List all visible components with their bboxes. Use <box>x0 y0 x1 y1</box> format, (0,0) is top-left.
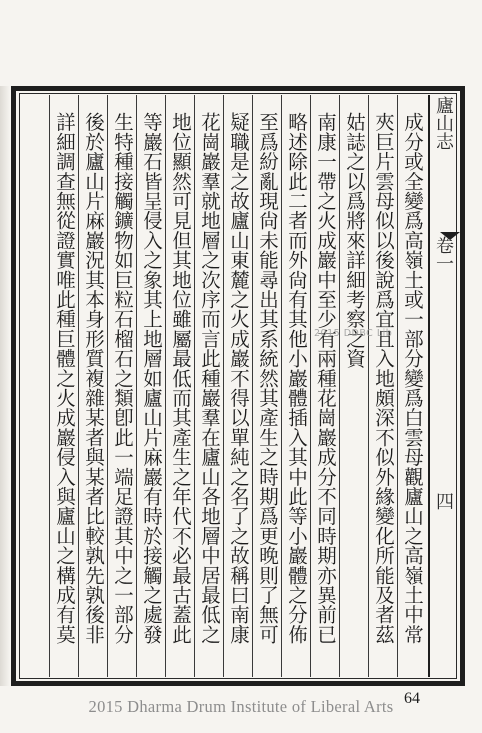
page-edge-shadow <box>0 86 10 686</box>
margin-rule <box>428 95 430 677</box>
column-rule <box>368 95 369 677</box>
text-column-6: 至爲紛亂現尙未能尋出其系統然其產生之時期爲更晚則了無可 <box>256 112 279 644</box>
column-rule <box>310 95 311 677</box>
text-column-1: 成分或全變爲高嶺土或一部分變爲白雲母觀廬山之高嶺土中常 <box>401 112 424 644</box>
text-column-9: 地位顯然可見但其地位雖屬最低而其產生之年代不必最古蓋此 <box>169 112 192 644</box>
text-column-5: 略述除此二者而外尙有其他小巖體插入其中此等小巖體之分佈 <box>285 112 308 644</box>
column-rule <box>78 95 79 677</box>
watermark-center: 2015 DDBC Lib <box>314 328 393 339</box>
column-rule <box>223 95 224 677</box>
column-rule <box>252 95 253 677</box>
page-number: 64 <box>404 690 420 707</box>
text-column-4: 南康一帶之火成巖中至少有兩種花崗巖成分不同時期亦異前已 <box>314 112 337 644</box>
column-rule <box>49 95 50 677</box>
text-column-10: 等巖石皆呈侵入之象其上地層如廬山片麻巖有時於接觸之處發 <box>140 112 163 644</box>
book-title-margin: 廬山志 <box>433 96 454 150</box>
watermark-footer: 2015 Dharma Drum Institute of Liberal Arts <box>88 697 394 716</box>
column-rule <box>107 95 108 677</box>
folio-number: 四 <box>433 492 454 510</box>
column-rule <box>136 95 137 677</box>
text-column-2: 夾巨片雲母似以後說爲宜且入地頗深不似外緣變化所能及者茲 <box>372 112 395 644</box>
column-rule <box>281 95 282 677</box>
column-rule <box>194 95 195 677</box>
text-column-3: 姑誌之以爲將來詳細考察之資 <box>343 112 366 369</box>
text-column-11: 生特種接觸鑛物如巨粒石榴石之類卽此一端足證其中之一部分 <box>111 112 134 644</box>
juan-label: 卷一 <box>433 236 454 272</box>
column-rule <box>165 95 166 677</box>
column-rule <box>397 95 398 677</box>
text-column-7: 疑職是之故廬山東麓之火成巖不得以單純之名了之故稱曰南康 <box>227 112 250 644</box>
text-column-13: 詳細調查無從證實唯此種巨體之火成巖侵入與廬山之構成有莫 <box>53 112 76 644</box>
text-column-8: 花崗巖羣就地層之次序而言此種巖羣在廬山各地層中居最低之 <box>198 112 221 644</box>
text-column-12: 後於廬山片麻巖況其本身形質複雜某者與某者比較孰先孰後非 <box>82 112 105 644</box>
column-rule <box>339 95 340 677</box>
